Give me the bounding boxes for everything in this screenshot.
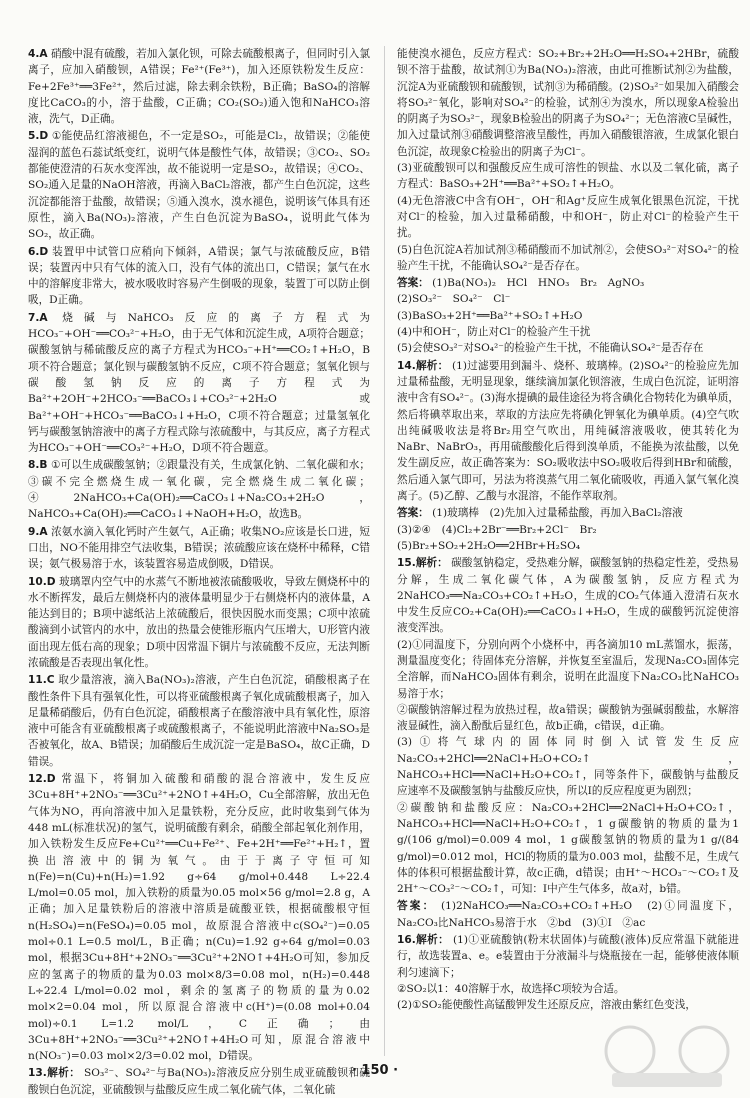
entry-text-line xyxy=(397,291,739,307)
watermark-logo xyxy=(592,1021,742,1091)
answer-key: 答案： xyxy=(397,507,429,520)
question-number: 4. xyxy=(28,48,40,60)
answer-key: 答案： xyxy=(397,277,429,290)
entry-text: (2)SO₃²⁻ SO₄²⁻ Cl⁻ xyxy=(397,293,511,306)
answer-entry xyxy=(397,46,739,274)
question-number: 14. xyxy=(397,359,416,372)
entry-text: 能使溴水褪色，反应方程式：SO₂+Br₂+2H₂O══H₂SO₄+2HBr，硫酸钡不溶于盐酸，故试剂①为Ba(NO₃)₂溶液，由此可推断试剂②为盐酸，沉淀A为亚硫酸钡和硫酸钡，试剂③为稀硝酸。(2)SO₃²⁻如果加入硝酸会将SO₃²⁻氧化，影响对SO₄²⁻的检验，试剂④为溴水，所以现象A检验出的阴离子为SO₃²⁻，现象B检验出的阴离子为SO₄²⁻；无色溶液C呈碱性，加入过量试剂③硝酸调整溶液呈酸性，再加入硝酸银溶液，生成氯化银白色沉淀，故现象C检验出的阴离子为Cl⁻。 xyxy=(397,48,739,158)
entry-text: 碳酸氢钠稳定，受热难分解，碳酸氢钠的热稳定性差，受热易分解，生成二氧化碳气体，A为碳酸氢钠，反应方程式为2NaHCO₃══Na₂CO₃+CO₂↑+H₂O，生成的CO₂气体通入澄清石灰水中发生反应CO₂+Ca(OH)₂══CaCO₃↓+H₂O，生成的碳酸钙沉淀使溶液变浑浊。 xyxy=(397,557,739,635)
entry-text: 常温下，将铜加入硫酸和硝酸的混合溶液中，发生反应3Cu+8H⁺+2NO₃⁻══3Cu²⁺+2NO↑+4H₂O，Cu全部溶解，放出无色气体为NO，再向溶液中加入足量铁粉，充分反应，此时收集到气体为448 mL(标准状况)的氢气，说明硫酸有剩余，硝酸全部起氧化剂作用，加入铁粉发生反应Fe+Cu²⁺══Cu+Fe²⁺、Fe+2H⁺══Fe²⁺+H₂↑，置换出溶液中的铜为氧气。由于于离子守恒可知n(Fe)=n(Cu)+n(H₂)=1.92 g÷64 g/mol+0.448 L÷22.4 L/mol=0.05 mol，加入铁粉的质量为0.05 mol×56 g/mol=2.8 g，A正确；加入足量铁粉后的溶液中溶质是硫酸亚铁，根据硫酸根守恒n(H₂SO₄)=n(FeSO₄)=0.05 mol，故原混合溶液中c(SO₄²⁻)=0.05 mol÷0.1 L=0.5 mol/L，B正确；n(Cu)=1.92 g÷64 g/mol=0.03 mol，根据3Cu+8H⁺+2NO₃⁻══3Cu²⁺+2NO↑+4H₂O可知，参加反应的氢离子的物质的量为0.03 mol×8/3=0.08 mol，n(H₂)=0.448 L÷22.4 L/mol=0.02 mol，剩余的氢离子的物质的量为0.02 mol×2=0.04 mol，所以原混合溶液中c(H⁺)=(0.08 mol+0.04 mol)÷0.1 L=1.2 mol/L，C正确；由3Cu+8H⁺+2NO₃⁻══3Cu²⁺+2NO↑+4H₂O可知，原混合溶液中n(NO₃⁻)=0.03 mol×2/3=0.02 mol，D错误。 xyxy=(28,773,374,1063)
answer-entry xyxy=(397,358,739,505)
entry-text: (2)①同温度下，分别向两个小烧杯中，再各滴加10 mL蒸馏水，振荡，测量温度变化；待固体充分溶解，并恢复至室温后，发现Na₂CO₃固体完全溶解，而NaHCO₃固体有剩余，说明在此温度下Na₂CO₃比NaHCO₃易溶于水； xyxy=(397,638,739,700)
entry-text-line xyxy=(28,672,370,770)
entry-text-line xyxy=(28,46,370,127)
entry-text: SO₃²⁻、SO₄²⁻与Ba(NO₃)₂溶液反应分别生成亚硫酸钡和硫酸钡白色沉淀，亚硫酸钡与盐酸反应生成二氧化硫气体，二氧化硫 xyxy=(28,1067,370,1096)
entry-text-line xyxy=(397,308,739,324)
question-number: 11. xyxy=(28,674,47,687)
entry-text: (5)会使SO₃²⁻对SO₄²⁻的检验产生干扰，不能确认SO₄²⁻是否存在 xyxy=(397,342,704,355)
answer-key: 解析： xyxy=(415,934,450,947)
question-number: 9. xyxy=(28,525,40,538)
left-column xyxy=(28,46,374,1096)
answer-entry xyxy=(397,932,739,1013)
entry-text-line xyxy=(397,193,739,242)
answer-entry xyxy=(28,457,370,522)
entry-text: (3)②④ (4)Cl₂+2Br⁻══Br₂+2Cl⁻ Br₂ xyxy=(397,523,597,536)
entry-text-line xyxy=(397,734,739,799)
question-number: 6. xyxy=(28,245,40,258)
entry-text: (1)过滤要用到漏斗、烧杯、玻璃棒。(2)SO₄²⁻的检验应先加过量稀盐酸，无明显现象，继续滴加氯化钡溶液，生成白色沉淀，证明溶液中含有SO₄²⁻。(3)海水提碘的最佳途径为将含碘化合物转化为碘单质，然后将碘萃取出来，萃取的方法应先将碘化钾氧化为碘单质。(4)空气吹出纯碱吸收法是将Br₂用空气吹出，用纯碱溶液吸收，使其转化为NaBr、NaBrO₃，再用硫酸酸化后得到溴单质，不能换为浓盐酸，以免发生副反应，故正确答案为：SO₂吸收法中SO₂吸收后得到HBr和硫酸，然后通入氯气即可，另法为将溴蒸气用二氧化硫吸收，再通入氯气氧化溴离子。(5)乙醇、乙酸与水混溶，不能作萃取剂。 xyxy=(397,359,739,503)
entry-text-line xyxy=(397,702,739,735)
entry-text-line xyxy=(397,275,739,291)
entry-text: (4)无色溶液C中含有OH⁻，OH⁻和Ag⁺反应生成氧化银黑色沉淀，干扰对Cl⁻的检验，加入过量稀硝酸，中和OH⁻，防止对Cl⁻的检验产生干扰。 xyxy=(397,194,739,240)
answer-key: A xyxy=(39,48,48,60)
answer-entry xyxy=(28,524,370,573)
entry-text-line xyxy=(397,538,739,554)
entry-text-line xyxy=(397,324,739,340)
entry-text-line xyxy=(397,898,739,931)
answer-entry xyxy=(397,275,739,356)
answer-key: A xyxy=(39,525,48,538)
right-column xyxy=(397,46,743,1066)
answer-key: D xyxy=(39,245,49,258)
entry-text: (3)①将气球内的固体同时倒入试管发生反应Na₂CO₃+2HCl══2NaCl+H₂O+CO₂↑，NaHCO₃+HCl══NaCl+H₂O+CO₂↑，同等条件下，碳酸钠与盐酸反应速率不及碳酸氢钠与盐酸反应快，所以Ⅰ的反应程度更为剧烈； xyxy=(397,736,739,798)
entry-text-line xyxy=(397,637,739,702)
answer-key: A xyxy=(39,311,48,324)
entry-text: 烧碱与NaHCO₃反应的离子方程式为HCO₃⁻+OH⁻══CO₃²⁻+H₂O，由于无气体和沉淀生成，A项符合题意；碳酸氢钠与稀硫酸反应的离子方程式为HCO₃⁻+H⁺══CO₂↑+H₂O，B项不符合题意；氯化钡与碳酸氢钠不反应，C项不符合题意；氢氧化钡与碳酸氢钠反应的离子方程式为Ba²⁺+2OH⁻+2HCO₃⁻══BaCO₃↓+CO₃²⁻+2H₂O或Ba²⁺+OH⁻+HCO₃⁻══BaCO₃↓+H₂O，C项不符合题意；过量氢氧化钙与碳酸氢钠溶液中的离子方程式除与浓硫酸中，与其反应，离子方程式为HCO₃⁻+OH⁻══CO₃²⁻+H₂O，D项不符合题意。 xyxy=(28,311,370,455)
entry-text: (2)①SO₂能使酸性高锰酸钾发生还原反应，溶液由紫红色变浅， xyxy=(397,999,696,1012)
answer-key: 解析： xyxy=(415,359,449,372)
entry-text: ②碳酸钠和盐酸反应：Na₂CO₃+2HCl══2NaCl+H₂O+CO₂↑，NaHCO₃+HCl══NaCl+H₂O+CO₂↑，1 g碳酸钠的物质的量为1 g/(106 g/mol)=0.009 4 mol，1 g碳酸氢钠的物质的量为1 g/(84 g/mol)=0.012 mol，HCl的物质的量为0.003 mol，盐酸不足，生成气体的体积可根据盐酸计算，故c正确，d错误；由H⁺～HCO₃⁻～CO₂↑及2H⁺～CO₃²⁻～CO₂↑，可知：Ⅰ中产生气体多，故a对，b错。 xyxy=(397,801,743,896)
entry-text: ②SO₂以1：40溶解于水，故选择C项较为合适。 xyxy=(397,982,625,995)
question-number: 7. xyxy=(28,311,40,324)
answer-key: 解析： xyxy=(415,557,448,570)
question-number: 16. xyxy=(397,934,416,947)
entry-text-line xyxy=(397,340,739,356)
answer-entry xyxy=(28,771,374,1064)
entry-text-line xyxy=(397,981,739,997)
entry-text-line xyxy=(397,522,739,538)
answer-entry xyxy=(397,555,743,897)
entry-text-line xyxy=(397,997,739,1013)
entry-text: (3)BaSO₃+2H⁺══Ba²⁺+SO₂↑+H₂O xyxy=(397,309,583,322)
answer-entry xyxy=(28,672,370,770)
page-number: · 150 · xyxy=(351,1062,399,1078)
answer-entry xyxy=(397,505,739,554)
answer-entry xyxy=(28,46,370,127)
entry-text: ①能使品红溶液褪色，不一定是SO₂，可能是Cl₂，故错误；②能使湿润的蓝色石蕊试纸变红，说明气体是酸性气体，故错误；③CO₂、SO₂都能使澄清的石灰水变浑浊，故不能说明一定是SO₂，故错误；④CO₂、SO₂通入足量的NaOH溶液，再滴入BaCl₂溶液，都产生白色沉淀，这些沉淀都能溶于盐酸，故错误；⑤通入溴水，溴水褪色，说明该气体具有还原性，滴入Ba(NO₃)₂溶液，产生白色沉淀为BaSO₄，说明此气体为SO₂，故正确。 xyxy=(28,130,370,241)
entry-text-line xyxy=(28,574,370,672)
entry-text: (5)白色沉淀A若加试剂③稀硝酸而不加试剂②，会使SO₃²⁻对SO₄²⁻的检验产生干扰，不能确认SO₄²⁻是否存在。 xyxy=(397,243,739,272)
entry-text-line xyxy=(28,244,370,309)
question-number: 10. xyxy=(28,575,47,588)
entry-text: (1)2NaHCO₃══Na₂CO₃+CO₂↑+H₂O (2)①同温度下，Na₂CO₃比NaHCO₃易溶于水 ②bd (3)①Ⅰ ②ac xyxy=(397,900,740,929)
entry-text-line xyxy=(397,800,743,898)
question-number: 15. xyxy=(397,557,416,570)
answer-entry xyxy=(28,310,370,457)
entry-text-line xyxy=(397,242,739,275)
entry-text: 装置甲中试管口应稍向下倾斜，A错误；氯气与浓硫酸反应，B错误；装置丙中只有气体的流入口，没有气体的流出口，C错误；氯气在水中的溶解度非常大，被水吸收时容易产生倒吸的现象，装置丁可以防止倒吸，D正确。 xyxy=(28,245,370,307)
question-number: 5. xyxy=(28,130,40,143)
answer-entry xyxy=(28,128,370,242)
entry-text: (1)①亚硫酸钠(粉末状固体)与硫酸(液体)反应常温下就能进行，故选装置a、e。e装置由于分液漏斗与烧瓶接在一起，能够使液体顺利匀速滴下； xyxy=(397,934,739,979)
entry-text: (3)亚硫酸钡可以和强酸反应生成可溶性的钡盐、水以及二氧化硫，离子方程式：BaSO₃+2H⁺══Ba²⁺+SO₂↑+H₂O。 xyxy=(397,162,739,191)
entry-text: (1)玻璃棒 (2)先加入过量稀盐酸，再加入BaCl₂溶液 xyxy=(432,507,683,520)
answer-key: 解析： xyxy=(46,1067,81,1080)
entry-text-line xyxy=(397,358,739,505)
entry-text-line xyxy=(397,160,739,193)
column-divider xyxy=(384,46,385,1056)
answer-entry xyxy=(28,244,370,309)
entry-text: 取少量溶液，滴入Ba(NO₃)₂溶液，产生白色沉淀，硝酸根离子在酸性条件下具有强氧化性，可以将亚硫酸根离子氧化成硫酸根离子，加入足量稀硝酸后，仍有白色沉淀，硝酸根离子在酸溶液中具有氧化性，原溶液中可能含有亚硫酸根离子或硫酸根离子，不能说明此溶液中Na₂SO₃是否被氧化，故A、B错误；加硝酸后生成沉淀一定是BaSO₄，故C正确，D错误。 xyxy=(28,674,370,768)
answer-entry xyxy=(397,898,739,931)
entry-text-line xyxy=(28,524,370,573)
entry-text-line xyxy=(28,771,374,1064)
question-number: 13. xyxy=(28,1067,47,1080)
answer-entry xyxy=(28,574,370,672)
entry-text: ①可以生成碳酸氢钠；②跟量没有关，生成氯化钠、二氧化碳和水；③碳不完全燃烧生成一氧化碳，完全燃烧生成二氧化碳；④2NaHCO₃+Ca(OH)₂══CaCO₃↓+Na₂CO₃+2H₂O，NaHCO₃+Ca(OH)₂══CaCO₃↓+NaOH+H₂O，故选B。 xyxy=(28,459,370,521)
entry-text-line xyxy=(28,457,370,522)
answer-key: C xyxy=(46,674,55,687)
entry-text-line xyxy=(28,128,370,242)
answer-key: D xyxy=(46,773,56,786)
entry-text: 玻璃罩内空气中的水蒸气不断地被浓硫酸吸收，导致左侧烧杯中的水不断挥发，最后左侧烧杯内的液体量明显少于右侧烧杯内的液体量，A能达到目的；B项中滤纸沾上浓硫酸后，很快因脱水而变黑；C项中浓硫酸滴到小试管内的水中，放出的热量会使锥形瓶内气压增大，U形管内液面出现左低右高的现象；D项中因常温下铜片与浓硫酸不反应，无法判断浓硫酸是否表现出氧化性。 xyxy=(28,575,370,669)
entry-text-line xyxy=(397,505,739,521)
entry-text-line xyxy=(28,310,370,457)
answer-key: 答案： xyxy=(397,900,436,913)
answer-key: B xyxy=(39,459,48,472)
entry-text: ②碳酸钠溶解过程为放热过程，故a错误；碳酸钠为强碱弱酸盐，水解溶液显碱性，滴入酚酞后显红色，故b正确，c错误，d正确。 xyxy=(397,703,739,733)
answer-key: D xyxy=(39,130,49,143)
entry-text-line xyxy=(397,46,739,160)
question-number: 12. xyxy=(28,773,47,786)
entry-text: (1)Ba(NO₃)₂ HCl HNO₃ Br₂ AgNO₃ xyxy=(432,277,645,290)
entry-text: (4)中和OH⁻，防止对Cl⁻的检验产生干扰 xyxy=(397,326,591,339)
question-number: 8. xyxy=(28,459,40,472)
entry-text: 硝酸中混有硫酸，若加入氯化钡，可除去硫酸根离子，但同时引入氯离子，应加入硝酸钡，A错误；Fe²⁺(Fe³⁺)，加入还原铁粉发生反应：Fe+2Fe³⁺══3Fe²⁺，然后过滤，除去剩余铁粉，B正确；BaSO₄的溶解度比CaCO₃的小，溶于盐酸，C正确；CO₂(SO₂)通入饱和NaHCO₃溶液，洗气，D正确。 xyxy=(28,48,371,126)
entry-text-line xyxy=(397,555,739,636)
entry-text-line xyxy=(397,932,739,981)
answer-key: D xyxy=(46,575,56,588)
entry-text: 浓氨水滴入氧化钙时产生氨气，A正确；收集NO₂应该是长口进，短口出，NO不能用排空气法收集，B错误；浓硫酸应该在烧杯中稀释，C错误；氨气极易溶于水，该装置容易造成倒吸，D错误。 xyxy=(28,525,370,571)
entry-text: (5)Br₂+SO₂+2H₂O══2HBr+H₂SO₄ xyxy=(397,539,581,552)
